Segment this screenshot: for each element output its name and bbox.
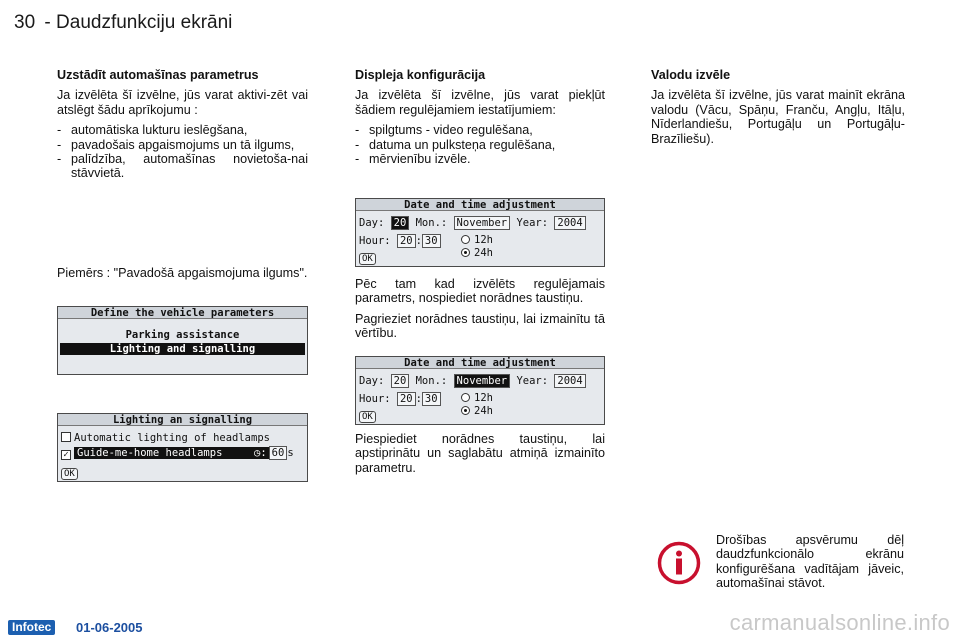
- time-colon: :: [415, 393, 422, 405]
- example-caption: [57, 266, 308, 286]
- year-field[interactable]: 2004: [554, 216, 585, 230]
- format-12h-label: 12h: [474, 234, 493, 246]
- year-label: Year:: [516, 217, 549, 229]
- format-24h-label: 24h: [474, 405, 493, 417]
- footer-date: 01-06-2005: [76, 620, 143, 635]
- list-item: - spilgtums - video regulēšana,: [355, 123, 605, 137]
- auto-lighting-label: Automatic lighting of headlamps: [74, 432, 270, 444]
- list-item: - mērvienību izvēle.: [355, 152, 605, 166]
- vehicle-parameters-section: [57, 68, 308, 181]
- page-number: 30: [14, 12, 36, 33]
- infotec-logo: Infotec: [8, 620, 55, 635]
- example-text: Piemērs : "Pavadošā apgaismojuma ilgums".: [57, 266, 308, 280]
- lighting-signalling-item[interactable]: Lighting and signalling: [60, 343, 305, 355]
- page-title: Daudzfunkciju ekrāni: [56, 12, 233, 33]
- radio-off-icon[interactable]: [461, 393, 470, 402]
- list-item: - pavadošais apgaismojums un tā ilgums,: [57, 138, 308, 152]
- page-header: [14, 12, 232, 34]
- day-field[interactable]: 20: [391, 216, 410, 230]
- ok-button[interactable]: OK: [61, 468, 78, 480]
- screen-title: Define the vehicle parameters: [58, 307, 307, 319]
- day-label: Day:: [359, 217, 385, 229]
- ok-button[interactable]: OK: [359, 411, 376, 423]
- minute-field[interactable]: 30: [422, 392, 441, 406]
- display-configuration-section: [355, 68, 605, 166]
- header-separator: -: [44, 12, 51, 33]
- watermark: carmanualsonline.info: [729, 610, 950, 635]
- vehicle-parameters-heading: Uzstādīt automašīnas parametrus: [57, 68, 259, 82]
- confirm-instructions: [355, 432, 605, 481]
- rotate-instruction: Pagrieziet norādnes taustiņu, lai izmainītu tā vērtību.: [355, 311, 605, 341]
- month-label: Mon.:: [415, 375, 448, 387]
- format-12h-option[interactable]: [461, 234, 493, 246]
- lighting-signalling-screen: [57, 413, 308, 482]
- confirm-instruction: Piespiediet norādnes taustiņu, lai apstiprinātu un saglabātu atmiņā izmainīto parametru.: [355, 432, 605, 475]
- radio-off-icon[interactable]: [461, 235, 470, 244]
- format-12h-label: 12h: [474, 392, 493, 404]
- display-configuration-list: [355, 123, 605, 166]
- auto-lighting-row[interactable]: [61, 432, 270, 444]
- ok-button[interactable]: OK: [359, 253, 376, 265]
- vehicle-parameters-screen: [57, 306, 308, 375]
- radio-on-icon[interactable]: [461, 406, 470, 415]
- clock-icon: ◷:: [254, 447, 267, 459]
- duration-unit: s: [287, 447, 294, 459]
- day-label: Day:: [359, 375, 385, 387]
- month-field[interactable]: November: [454, 216, 511, 230]
- hour-field[interactable]: 20: [397, 392, 416, 406]
- select-instruction: Pēc tam kad izvēlēts regulējamais parametrs, nospiediet norādnes taustiņu.: [355, 277, 605, 306]
- vehicle-parameters-intro: Ja izvēlēta šī izvēlne, jūs varat aktivi-zēt vai atslēgt šādu aprīkojumu :: [57, 88, 308, 117]
- year-label: Year:: [516, 375, 549, 387]
- year-field[interactable]: 2004: [554, 374, 585, 388]
- parking-assistance-item[interactable]: Parking assistance: [125, 329, 240, 341]
- info-icon: [657, 541, 701, 585]
- checkbox-checked-icon[interactable]: ✓: [61, 450, 71, 460]
- day-field[interactable]: 20: [391, 374, 410, 388]
- date-row: [359, 216, 586, 230]
- date-row: [359, 374, 586, 388]
- checkbox-unchecked-icon[interactable]: [61, 432, 71, 442]
- list-item: - automātiska lukturu ieslēgšana,: [57, 123, 308, 137]
- display-configuration-heading: Displeja konfigurācija: [355, 68, 486, 82]
- language-section: [651, 68, 905, 152]
- screen-title: Lighting an signalling: [58, 414, 307, 426]
- hour-label: Hour:: [359, 235, 391, 247]
- screen-title: Date and time adjustment: [356, 199, 604, 211]
- vehicle-parameters-list: [57, 123, 308, 181]
- time-colon: :: [415, 235, 422, 247]
- format-24h-label: 24h: [474, 247, 493, 259]
- minute-field[interactable]: 30: [422, 234, 441, 248]
- radio-on-icon[interactable]: [461, 248, 470, 257]
- hour-field[interactable]: 20: [397, 234, 416, 248]
- time-row: [359, 392, 441, 406]
- format-12h-option[interactable]: [461, 392, 493, 404]
- time-row: [359, 234, 441, 248]
- list-item: - datuma un pulksteņa regulēšana,: [355, 138, 605, 152]
- format-24h-option[interactable]: [461, 247, 493, 259]
- adjust-instructions: [355, 277, 605, 347]
- guide-me-home-row[interactable]: [61, 446, 305, 460]
- duration-value[interactable]: 60: [269, 446, 288, 460]
- guide-me-home-label: Guide-me-home headlamps: [74, 447, 252, 459]
- date-time-screen-month-selected: [355, 356, 605, 425]
- screen-title: Date and time adjustment: [356, 357, 604, 369]
- month-label: Mon.:: [415, 217, 448, 229]
- month-field[interactable]: November: [454, 374, 511, 388]
- display-configuration-intro: Ja izvēlēta šī izvēlne, jūs varat piekļūt šādiem regulējamiem iestatījumiem:: [355, 88, 605, 117]
- safety-note: Drošības apsvērumu dēļ daudzfunkcionālo ekrānu konfigurēšana vadītājam jāveic, automašīnai stāvot.: [716, 533, 904, 591]
- language-text: Ja izvēlēta šī izvēlne, jūs varat mainīt ekrāna valodu (Vācu, Spāņu, Franču, Angļu, Itāļu, Nīderlandiešu, Portugāļu un Portugāļu- Brazīliešu).: [651, 88, 905, 146]
- hour-label: Hour:: [359, 393, 391, 405]
- list-item: - palīdzība, automašīnas novietoša-nai stāvvietā.: [57, 152, 308, 181]
- date-time-screen-day-selected: [355, 198, 605, 267]
- language-heading: Valodu izvēle: [651, 68, 731, 82]
- format-24h-option[interactable]: [461, 405, 493, 417]
